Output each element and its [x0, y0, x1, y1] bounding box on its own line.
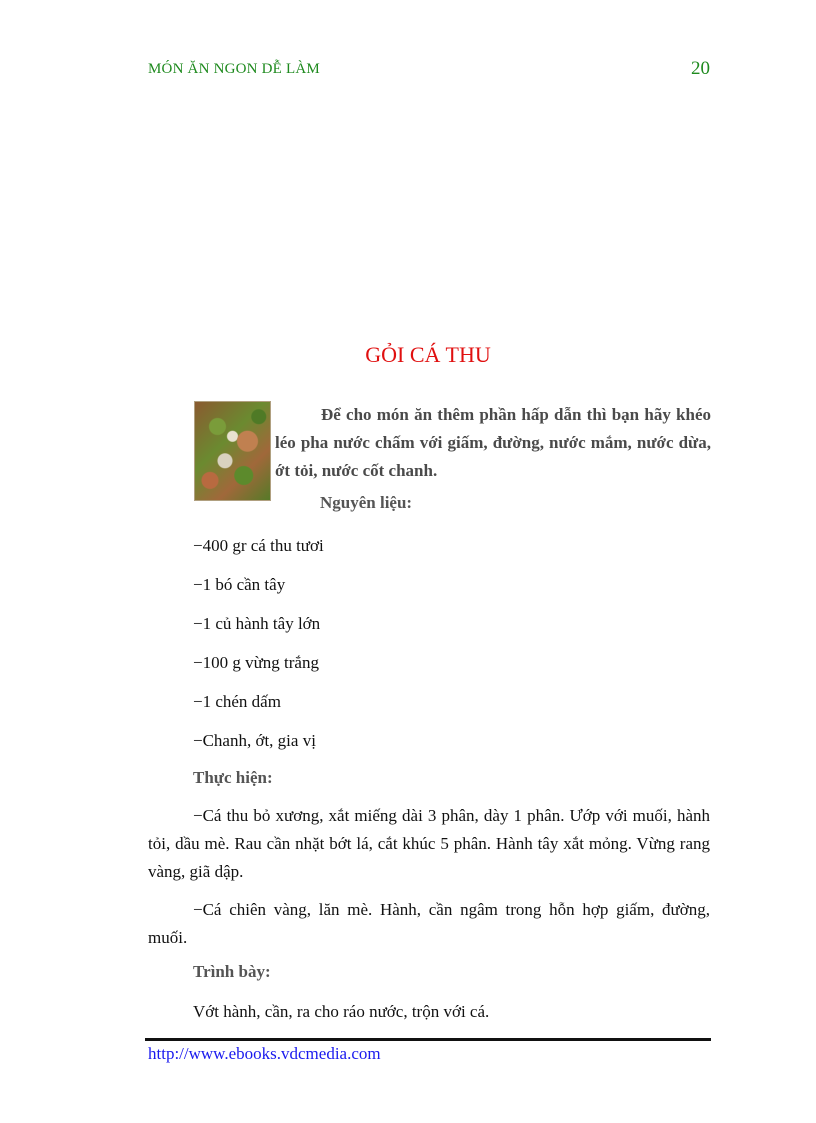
- header-title: MÓN ĂN NGON DỄ LÀM: [148, 61, 320, 77]
- presentation-heading: Trình bày:: [193, 962, 271, 981]
- ingredient-item: −100 g vừng trắng: [193, 653, 319, 672]
- ingredient-item: −400 gr cá thu tươi: [193, 536, 324, 555]
- ingredients-heading: Nguyên liệu:: [320, 493, 413, 512]
- ingredient-item: −1 củ hành tây lớn: [193, 614, 321, 633]
- recipe-intro: Để cho món ăn thêm phần hấp dẫn thì bạn hãy khéo léo pha nước chấm với giấm, đường, nước mắm, nước dừa, ớt tỏi, nước cốt chanh.: [275, 405, 711, 480]
- method-heading: Thực hiện:: [193, 768, 273, 787]
- page-number: 20: [691, 58, 710, 79]
- ingredient-item: −Chanh, ớt, gia vị: [193, 731, 316, 750]
- presentation-text: Vớt hành, cần, ra cho ráo nước, trộn với cá.: [193, 1002, 490, 1021]
- footer-divider: [145, 1038, 711, 1041]
- method-step: −Cá chiên vàng, lăn mè. Hành, cần ngâm trong hỗn hợp giấm, đường, muối.: [148, 900, 710, 947]
- footer-link[interactable]: http://www.ebooks.vdcmedia.com: [148, 1044, 381, 1063]
- recipe-photo: [194, 401, 271, 501]
- method-step: −Cá thu bỏ xương, xắt miếng dài 3 phân, dày 1 phân. Ướp với muối, hành tỏi, dầu mè. Rau cần nhặt bớt lá, cắt khúc 5 phân. Hành tây xắt mỏng. Vừng rang vàng, giã dập.: [148, 806, 710, 881]
- ingredient-item: −1 chén dấm: [193, 692, 281, 711]
- recipe-title: GỎI CÁ THU: [365, 342, 491, 367]
- ingredient-item: −1 bó cần tây: [193, 575, 286, 594]
